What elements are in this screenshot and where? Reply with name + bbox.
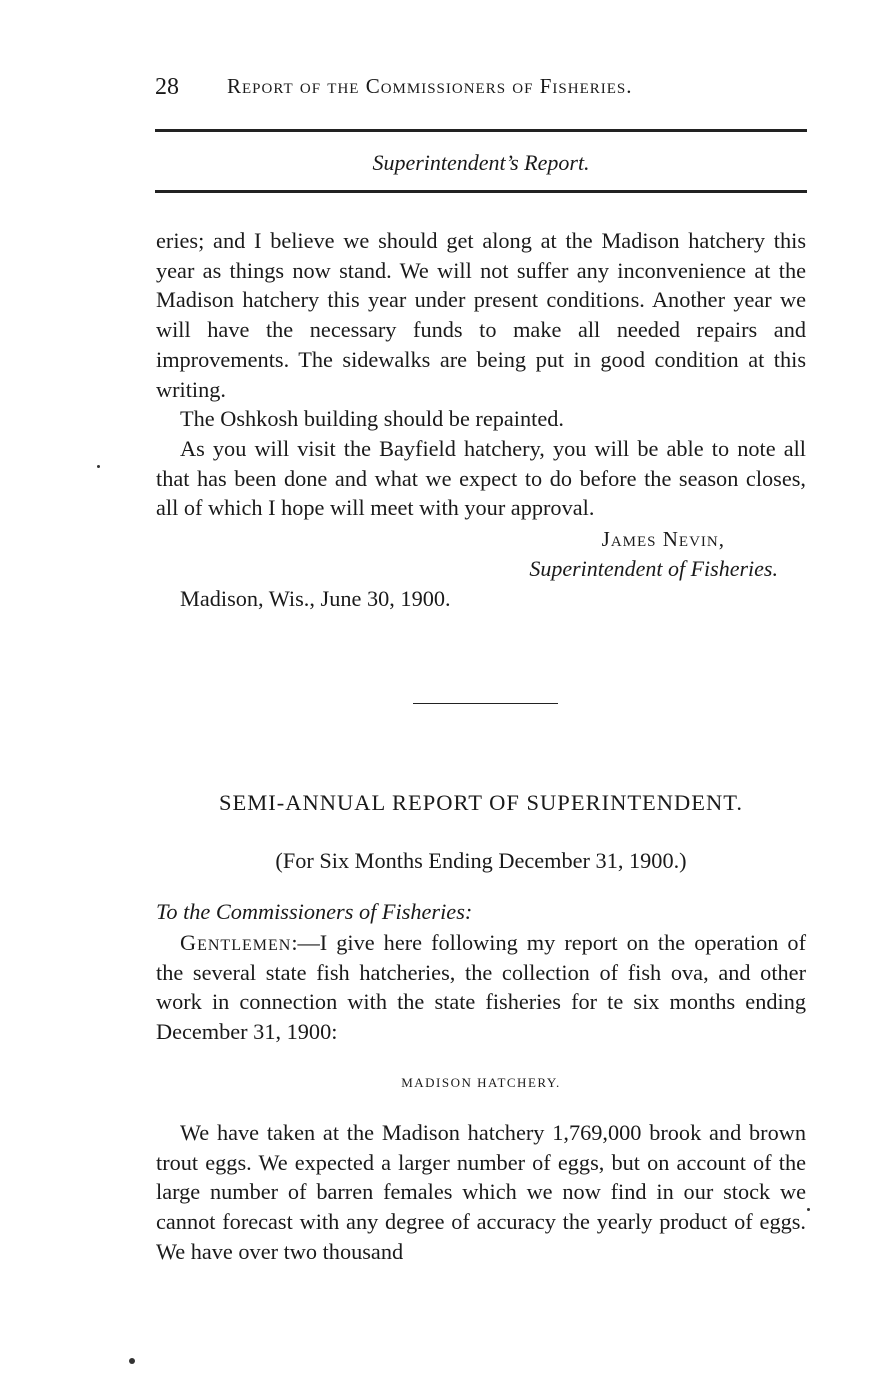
hatchery-body xyxy=(156,1118,806,1267)
letter-body xyxy=(156,226,806,523)
intro-body xyxy=(156,928,806,1047)
letter-paragraph-1: eries; and I believe we should get along at the Madison hatchery this year as things now stand. We will not suffer any inconvenience at the Madison hatchery this year under present conditions. Another year we will have the necessary funds to make all needed repairs and improvements. The sidewalks are being put in good condition at this writing. xyxy=(156,228,806,402)
greeting-word: Gentlemen xyxy=(180,930,292,955)
madison-hatchery-heading: MADISON HATCHERY. xyxy=(401,1075,561,1090)
intro-text: :—I give here following my report on the operation of the several state fish hatcheries, the collection of fish ova, and other work in connection with the state fisheries for te six months ending December 31, 1900: xyxy=(156,930,806,1045)
salutation: To the Commissioners of Fisheries: xyxy=(156,899,473,924)
date-line: Madison, Wis., June 30, 1900. xyxy=(180,586,451,611)
print-speck xyxy=(129,1358,135,1364)
signature-title: Superintendent of Fisheries. xyxy=(529,556,778,581)
page-number: 28 xyxy=(155,74,179,100)
running-title: Report of the Commissioners of Fisheries. xyxy=(227,74,633,98)
section-subhead: Superintendent’s Report. xyxy=(372,150,590,175)
header-rule-top xyxy=(155,129,807,132)
running-head xyxy=(155,74,805,106)
print-speck xyxy=(97,465,100,468)
signature-name: James Nevin, xyxy=(601,527,725,551)
letter-paragraph-3: As you will visit the Bayfield hatchery, you will be able to note all that has been done and what we expect to do before the season closes, all of which I hope will meet with your approval. xyxy=(156,435,806,521)
hatchery-paragraph: We have taken at the Madison hatchery 1,769,000 brook and brown trout eggs. We expected a larger number of eggs, but on account of the large number of barren females which we now find in our stock we cannot forecast with any degree of accuracy the yearly product of eggs. We have over two thousand xyxy=(156,1120,806,1264)
report-title: SEMI-ANNUAL REPORT OF SUPERINTENDENT. xyxy=(219,790,743,815)
letter-paragraph-2: The Oshkosh building should be repainted. xyxy=(180,406,564,432)
report-period: (For Six Months Ending December 31, 1900.) xyxy=(275,848,687,873)
section-divider xyxy=(413,703,558,704)
print-speck xyxy=(807,1208,810,1211)
header-rule-bottom xyxy=(155,190,807,193)
intro-paragraph xyxy=(156,928,806,1047)
